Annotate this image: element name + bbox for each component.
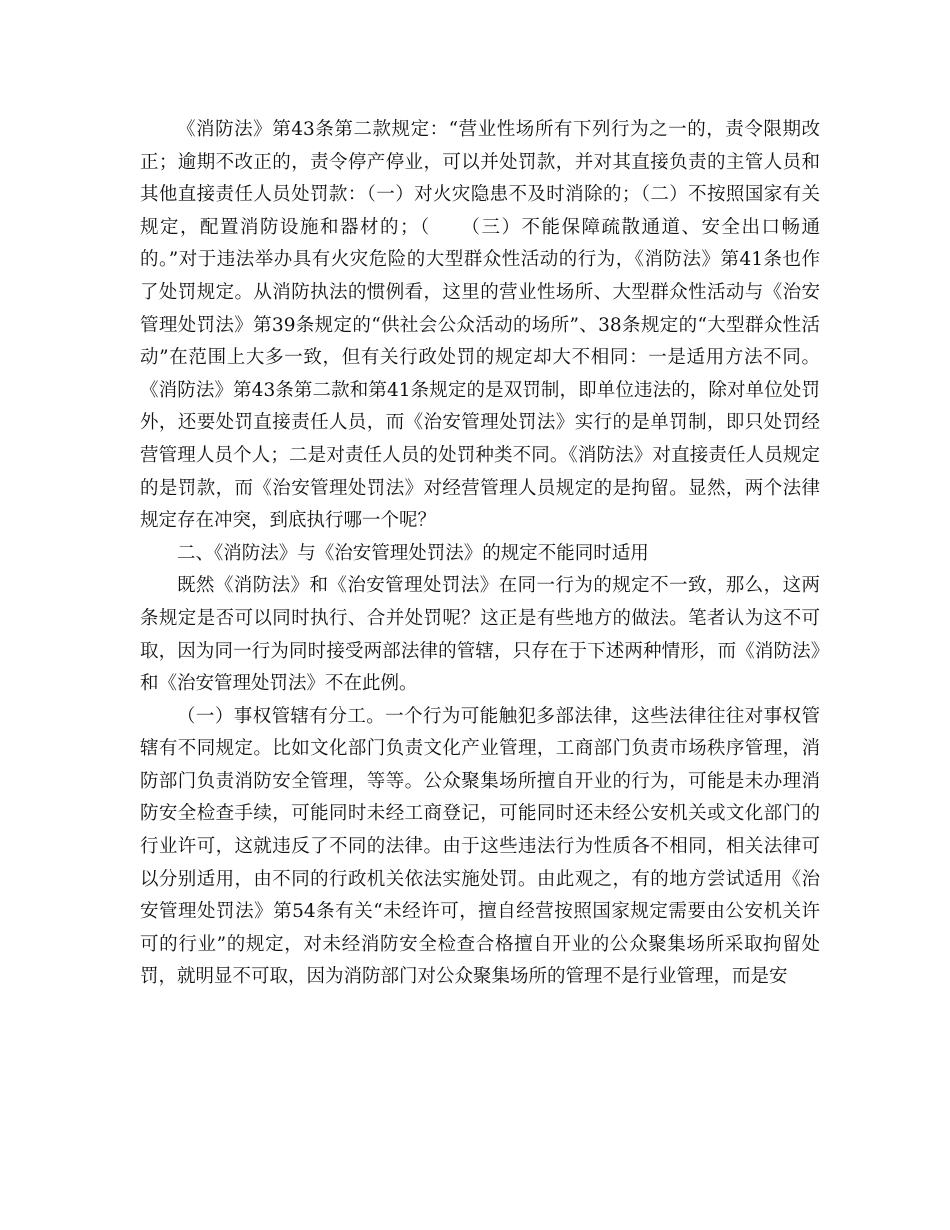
document-body bbox=[140, 114, 820, 994]
section-heading: 二、《消防法》与《治安管理处罚法》的规定不能同时适用 bbox=[177, 542, 649, 564]
paragraph-argument: 既然《消防法》和《治安管理处罚法》在同一行为的规定不一致，那么，这两条规定是否可以同时执行、合并处罚呢？这正是有些地方的做法。笔者认为这不可取，因为同一行为同时接受两部法律的管辖，只存在于下述两种情形，而《消防法》和《治安管理处罚法》不在此例。 bbox=[140, 575, 820, 695]
paragraph-legal-provisions: 《消防法》第43条第二款规定：“营业性场所有下列行为之一的，责令限期改正；逾期不改正的，责令停产停业，可以并处罚款，并对其直接负责的主管人员和其他直接责任人员处罚款：（一）对火灾隐患不及时消除的；（二）不按照国家有关规定，配置消防设施和器材的；（ （三）不能保障疏散通道、安全出口畅通的。”对于违法举办具有火灾危险的大型群众性活动的行为，《消防法》第41条也作了处罚规定。从消防执法的惯例看，这里的营业性场所、大型群众性活动与《治安管理处罚法》第39条规定的“供社会公众活动的场所”、38条规定的“大型群众性活动”在范围上大多一致，但有关行政处罚的规定却大不相同：一是适用方法不同。《消防法》第43条第二款和第41条规定的是双罚制，即单位违法的，除对单位处罚外，还要处罚直接责任人员，而《治安管理处罚法》实行的是单罚制，即只处罚经营管理人员个人；二是对责任人员的处罚种类不同。《消防法》对直接责任人员规定的是罚款，而《治安管理处罚法》对经营管理人员规定的是拘留。显然，两个法律规定存在冲突，到底执行哪一个呢？ bbox=[140, 119, 820, 532]
paragraph-jurisdiction: （一）事权管辖有分工。一个行为可能触犯多部法律，这些法律往往对事权管辖有不同规定。比如文化部门负责文化产业管理，工商部门负责市场秩序管理，消防部门负责消防安全管理，等等。公众聚集场所擅自开业的行为，可能是未办理消防安全检查手续，可能同时未经工商登记，可能同时还未经公安机关或文化部门的行业许可，这就违反了不同的法律。由于这些违法行为性质各不相同，相关法律可以分别适用，由不同的行政机关依法实施处罚。由此观之，有的地方尝试适用《治安管理处罚法》第54条有关“未经许可，擅自经营按照国家规定需要由公安机关许可的行业”的规定，对未经消防安全检查合格擅自开业的公众聚集场所采取拘留处罚，就明显不可取，因为消防部门对公众聚集场所的管理不是行业管理，而是安 bbox=[140, 705, 820, 988]
